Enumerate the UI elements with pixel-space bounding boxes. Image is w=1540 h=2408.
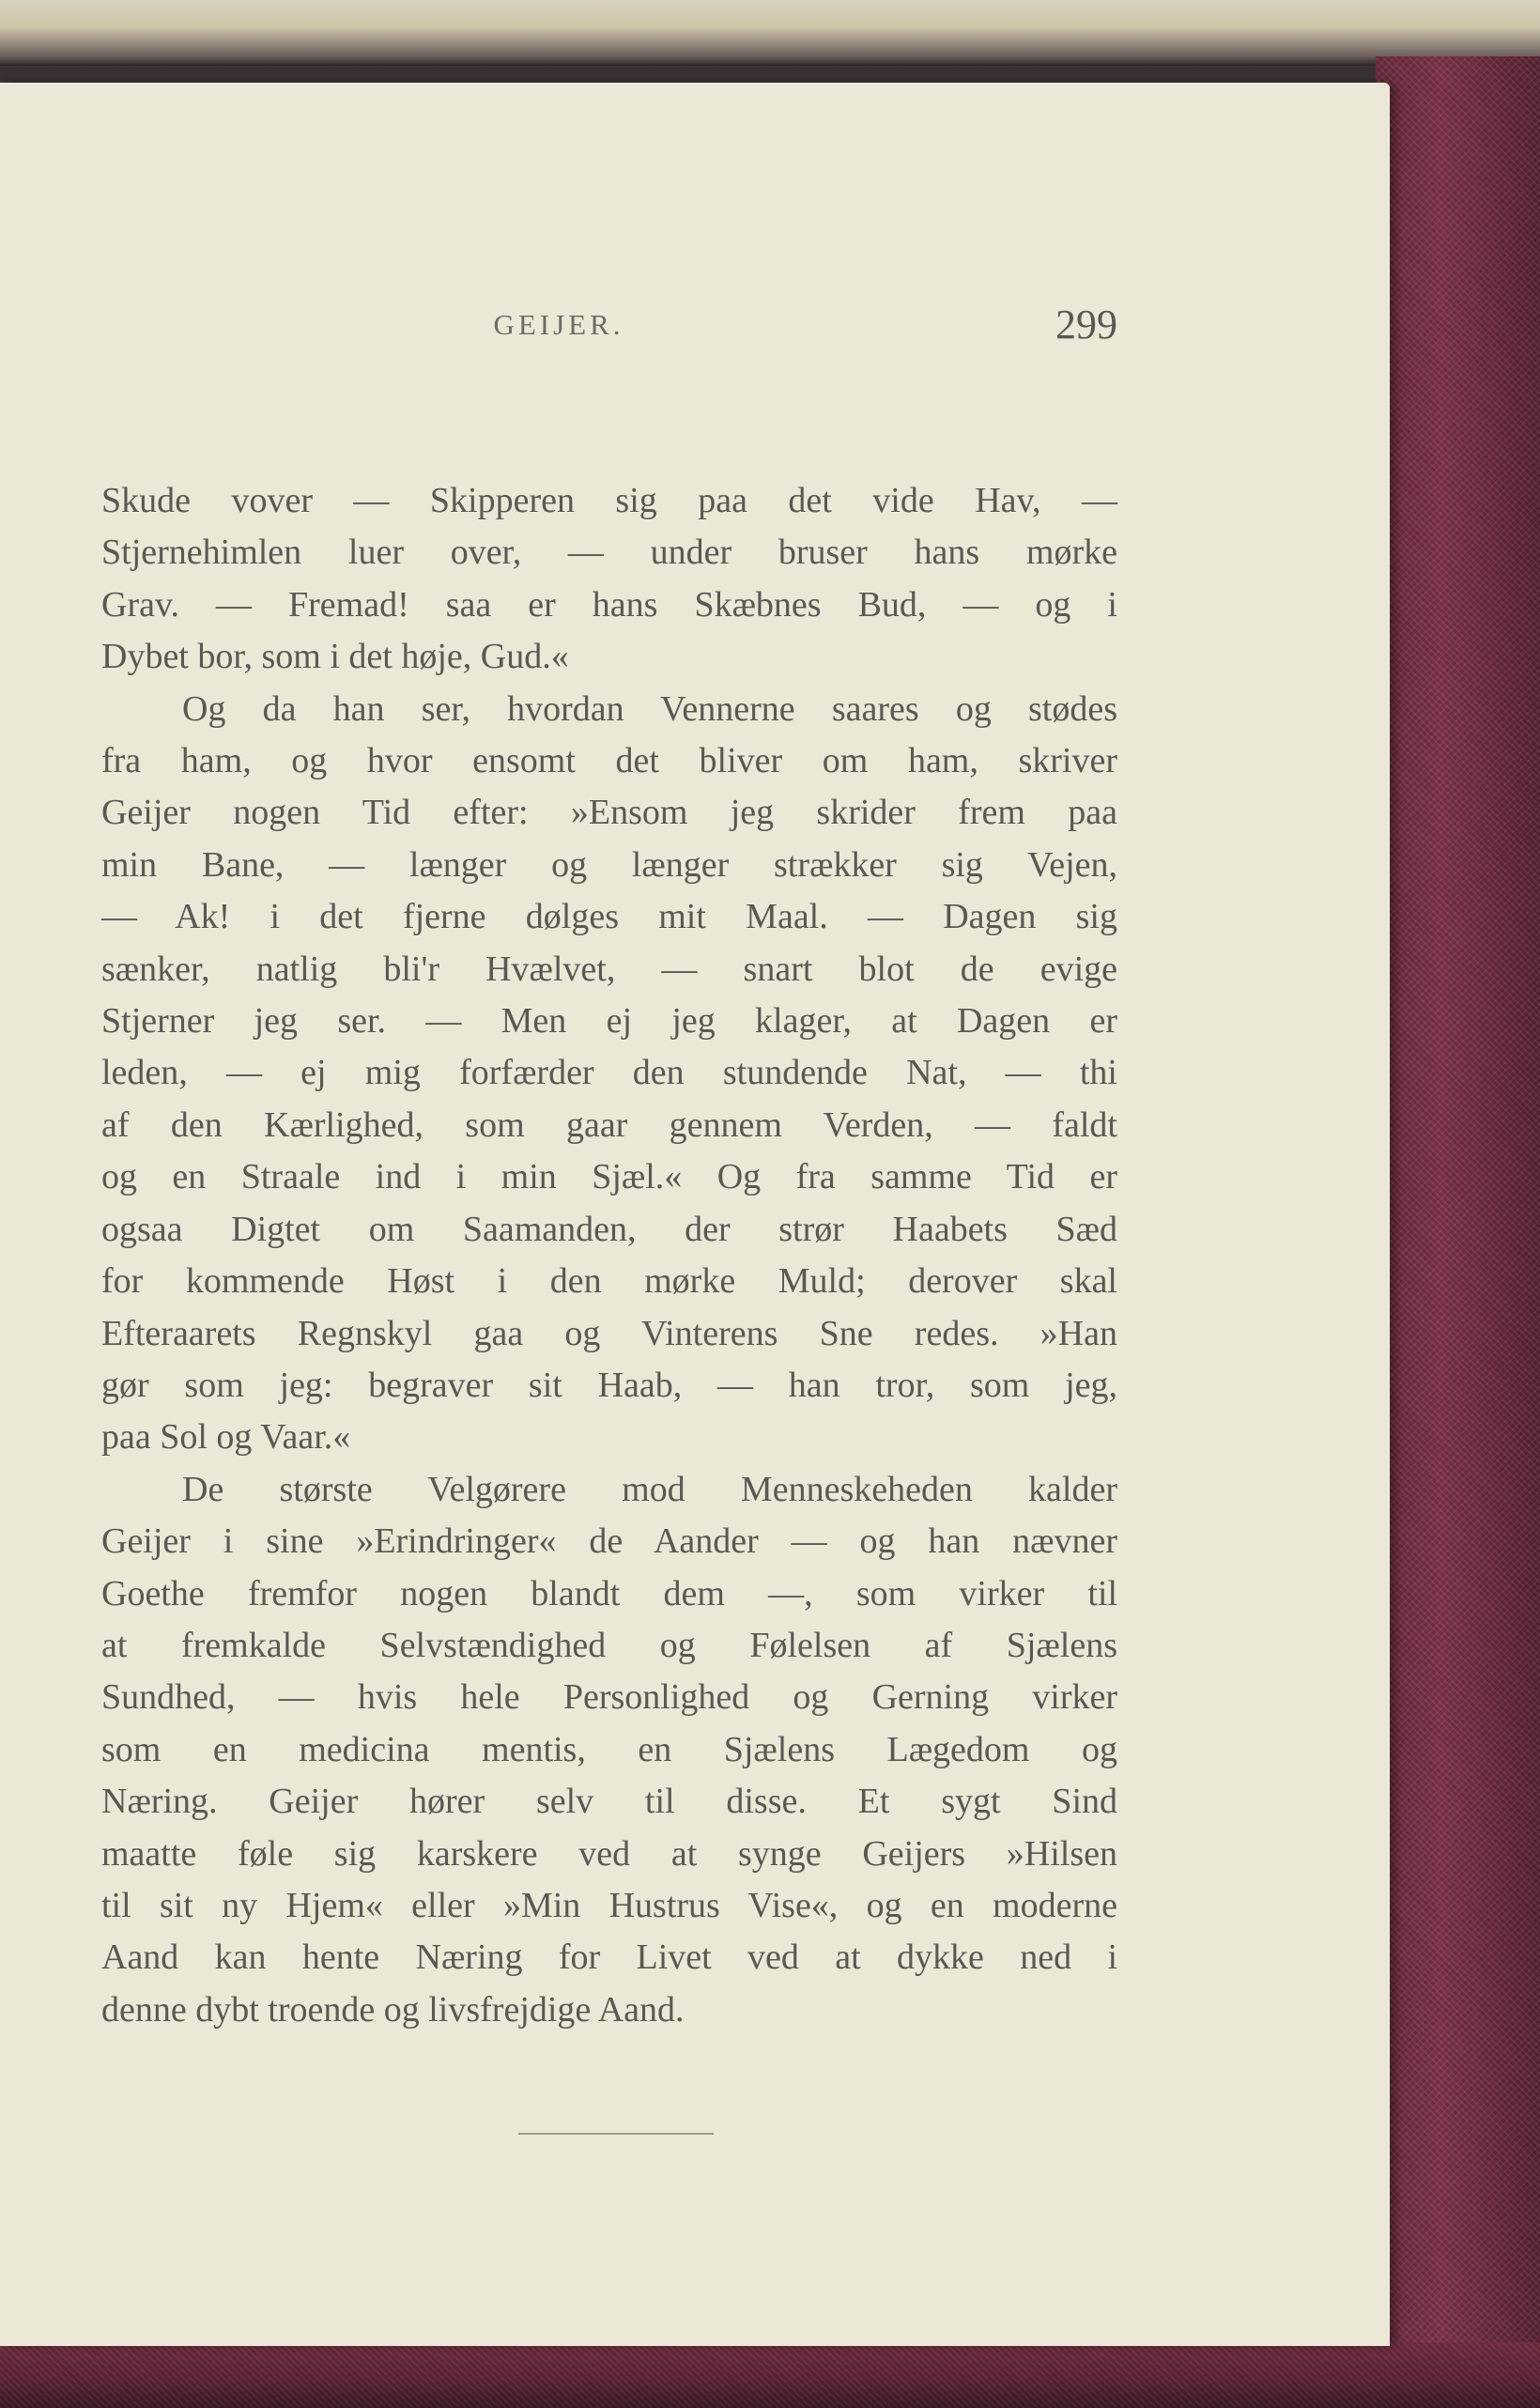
text-line: til sit ny Hjem« eller »Min Hustrus Vise«, og en moderne: [101, 1885, 1117, 1925]
text-line: maatte føle sig karskere ved at synge Geijers »Hilsen: [101, 1833, 1117, 1874]
text-line: Goethe fremfor nogen blandt dem —, som virker til: [101, 1573, 1117, 1613]
text-line: Grav. — Fremad! saa er hans Skæbnes Bud, — og i: [101, 584, 1117, 625]
text-line: som en medicina mentis, en Sjælens Lægedom og: [101, 1729, 1117, 1769]
text-line: Stjernehimlen luer over, — under bruser hans mørke: [101, 533, 1117, 573]
text-line: De største Velgørere mod Menneskeheden kalder: [182, 1469, 1117, 1509]
running-head: GEIJER.: [493, 308, 624, 341]
text-line: og en Straale ind i min Sjæl.« Og fra samme Tid er: [101, 1157, 1117, 1197]
text-line: ogsaa Digtet om Saamanden, der strør Haabets Sæd: [101, 1209, 1117, 1249]
text-line: af den Kærlighed, som gaar gennem Verden, — faldt: [101, 1104, 1117, 1145]
paragraph-1: [101, 475, 1117, 684]
text-line: paa Sol og Vaar.«: [101, 1417, 351, 1458]
text-line: Og da han ser, hvordan Vennerne saares og stødes: [182, 688, 1117, 729]
text-line: fra ham, og hvor ensomt det bliver om ham, skriver: [101, 741, 1117, 781]
text-line: Næring. Geijer hører selv til disse. Et sygt Sind: [101, 1782, 1117, 1822]
text-line: Dybet bor, som i det høje, Gud.«: [101, 637, 569, 677]
text-line: Geijer i sine »Erindringer« de Aander — og han nævner: [101, 1521, 1117, 1562]
text-line: leden, — ej mig forfærder den stundende Nat, — thi: [101, 1053, 1117, 1093]
page-number: 299: [1055, 301, 1117, 347]
text-line: at fremkalde Selvstændighed og Følelsen af Sjælens: [101, 1625, 1117, 1665]
text-line: Efteraarets Regnskyl gaa og Vinterens Sne redes. »Han: [101, 1313, 1117, 1353]
book-page: [0, 83, 1390, 2346]
text-line: denne dybt troende og livsfrejdige Aand.: [101, 1989, 685, 2030]
text-line: gør som jeg: begraver sit Haab, — han tror, som jeg,: [101, 1365, 1117, 1405]
paragraph-2: [101, 684, 1117, 1464]
text-line: Geijer nogen Tid efter: »Ensom jeg skrider frem paa: [101, 793, 1117, 833]
text-line: Skude vover — Skipperen sig paa det vide Hav, —: [101, 481, 1117, 520]
text-line: sænker, natlig bli'r Hvælvet, — snart blot de evige: [101, 949, 1117, 989]
text-line: — Ak! i det fjerne dølges mit Maal. — Dagen sig: [101, 897, 1117, 937]
body-text: [101, 475, 1117, 2036]
end-rule: [518, 2133, 714, 2135]
paragraph-3: [101, 1464, 1117, 2036]
page-header: [0, 301, 1117, 364]
text-line: for kommende Høst i den mørke Muld; derover skal: [101, 1261, 1117, 1302]
text-line: Sundhed, — hvis hele Personlighed og Gerning virker: [101, 1677, 1117, 1718]
text-line: Aand kan hente Næring for Livet ved at dykke ned i: [101, 1937, 1117, 1978]
top-shadow: [0, 0, 1540, 66]
book-binding-edge: [1376, 56, 1540, 2376]
text-line: min Bane, — længer og længer strækker sig Vejen,: [101, 844, 1117, 885]
text-line: Stjerner jeg ser. — Men ej jeg klager, at Dagen er: [101, 1001, 1117, 1042]
book-binding-bottom: [0, 2342, 1540, 2408]
